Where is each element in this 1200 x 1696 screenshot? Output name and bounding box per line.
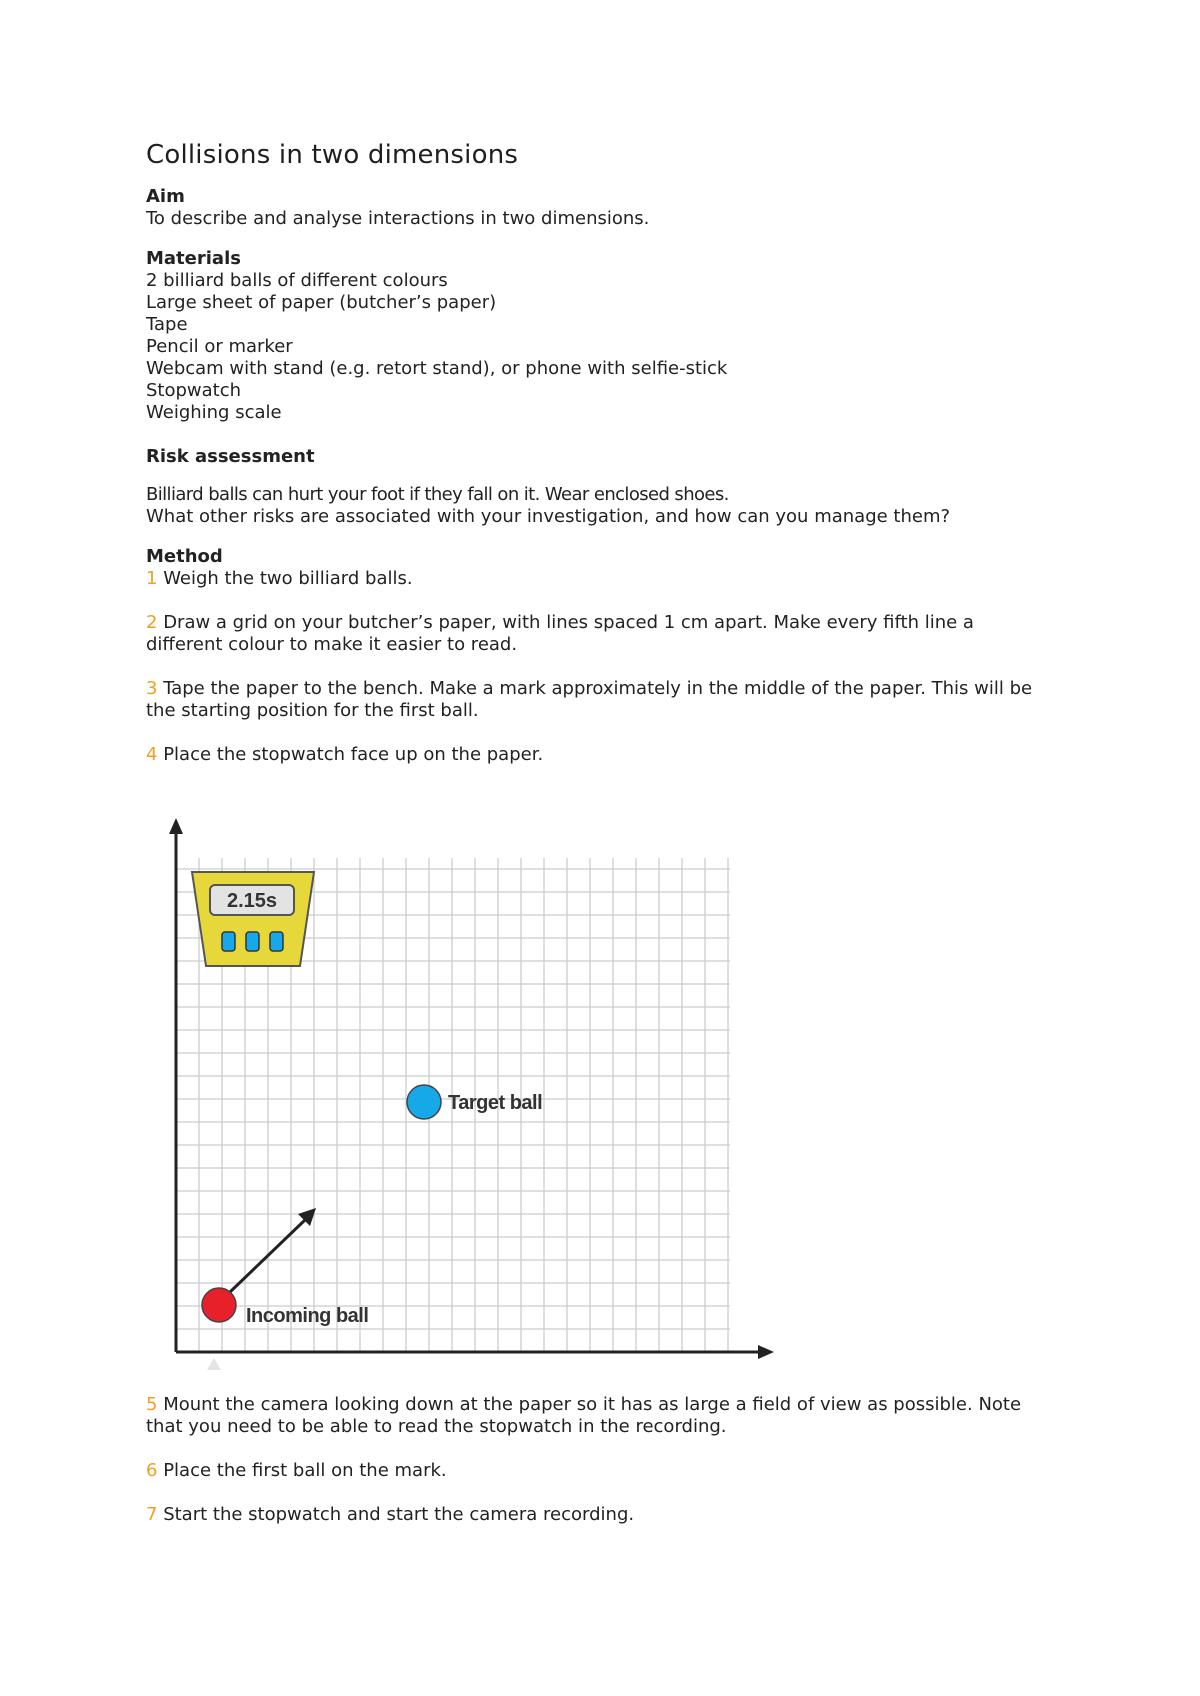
step-text: Weigh the two billiard balls. <box>163 568 413 589</box>
step-text: Start the stopwatch and start the camera recording. <box>163 1504 635 1525</box>
step-number: 5 <box>146 1394 158 1415</box>
method-heading: Method <box>146 546 223 567</box>
aim-heading: Aim <box>146 186 185 207</box>
step-number: 2 <box>146 612 158 633</box>
aim-text: To describe and analyse interactions in two dimensions. <box>146 208 650 229</box>
stopwatch-reading: 2.15s <box>226 890 278 912</box>
materials-item: Weighing scale <box>146 402 282 423</box>
method-step <box>146 1460 1046 1482</box>
step-number: 3 <box>146 678 158 699</box>
stopwatch-icon <box>192 872 314 966</box>
method-step <box>146 1504 1046 1526</box>
step-number: 4 <box>146 744 158 765</box>
materials-item: Pencil or marker <box>146 336 293 357</box>
materials-item: 2 billiard balls of different colours <box>146 270 448 291</box>
step-number: 6 <box>146 1460 158 1481</box>
risk-line: What other risks are associated with your investigation, and how can you manage them? <box>146 506 951 527</box>
materials-item: Webcam with stand (e.g. retort stand), or phone with selfie-stick <box>146 358 728 379</box>
page-title: Collisions in two dimensions <box>146 140 519 170</box>
materials-item: Tape <box>146 314 188 335</box>
step-number: 1 <box>146 568 158 589</box>
step-number: 7 <box>146 1504 158 1525</box>
method-step <box>146 1394 1046 1438</box>
step-text: Mount the camera looking down at the paper so it has as large a field of view as possible. Note that you need to be able to read the stopwatch in the recording. <box>146 1394 1022 1437</box>
target-ball <box>407 1085 441 1119</box>
risk-line: Billiard balls can hurt your foot if they fall on it. Wear enclosed shoes. <box>146 484 729 505</box>
materials-item: Stopwatch <box>146 380 242 401</box>
x-axis-arrowhead <box>758 1345 774 1359</box>
incoming-ball <box>202 1288 236 1322</box>
y-axis-arrowhead <box>169 818 183 834</box>
target-ball-label: Target ball <box>448 1092 543 1114</box>
materials-item: Large sheet of paper (butcher’s paper) <box>146 292 497 313</box>
origin-marker <box>207 1358 221 1370</box>
step-text: Draw a grid on your butcher’s paper, with lines spaced 1 cm apart. Make every fifth line a different colour to make it easier to read. <box>146 612 974 655</box>
step-text: Place the first ball on the mark. <box>163 1460 447 1481</box>
step-text: Place the stopwatch face up on the paper. <box>163 744 544 765</box>
materials-heading: Materials <box>146 248 241 269</box>
step-text: Tape the paper to the bench. Make a mark approximately in the middle of the paper. This will be the starting position for the first ball. <box>146 678 1033 721</box>
method-steps-continued <box>146 1394 1046 1548</box>
risk-heading: Risk assessment <box>146 446 315 467</box>
incoming-ball-label: Incoming ball <box>246 1305 369 1327</box>
